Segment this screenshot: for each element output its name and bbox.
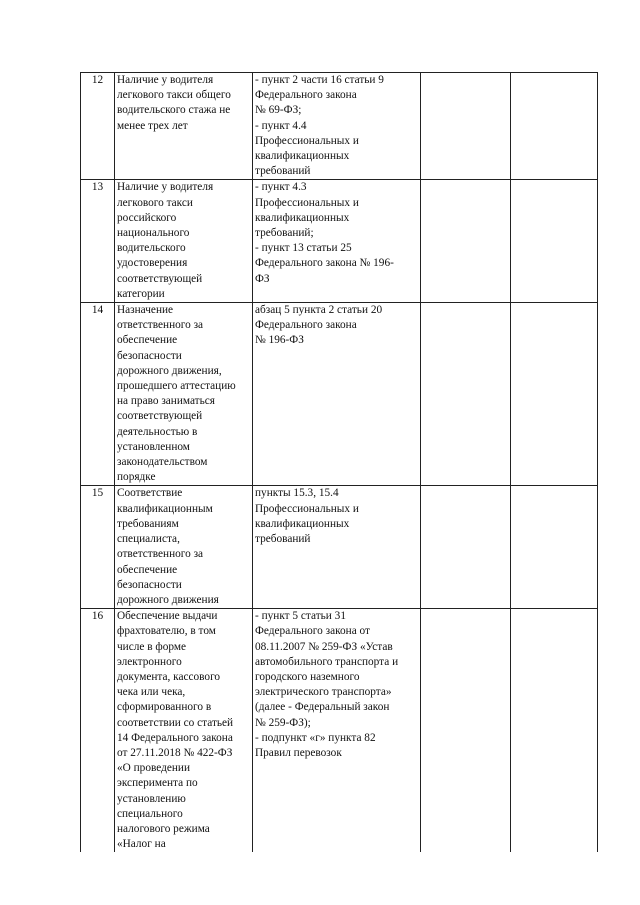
requirement-cell: Соответствие квалификационным требованиям специалиста, ответственного за обеспечение безопасности дорожного движения [115,486,253,609]
requirement-cell: Назначение ответственного за обеспечение безопасности дорожного движения, прошедшего аттестацию на право заниматься соответствующей деятельностью в установленном законодательством порядке [115,303,253,486]
empty-cell [511,486,598,609]
row-number: 14 [81,303,115,486]
table-row [81,73,598,180]
row-number: 12 [81,73,115,180]
row-number: 15 [81,486,115,609]
empty-cell [511,609,598,853]
legal-reference-cell: - пункт 2 части 16 статьи 9 Федерального закона № 69-ФЗ; - пункт 4.4 Профессиональных и квалификационных требований [253,73,421,180]
empty-cell [421,303,511,486]
legal-reference-cell: - пункт 5 статьи 31 Федерального закона от 08.11.2007 № 259-ФЗ «Устав автомобильного транспорта и городского наземного электрического транспорта» (далее - Федеральный закон № 259-ФЗ); - подпункт «г» пункта 82 Правил перевозок [253,609,421,853]
legal-reference-cell: - пункт 4.3 Профессиональных и квалификационных требований; - пункт 13 статьи 25 Федерального закона № 196- ФЗ [253,180,421,303]
empty-cell [421,73,511,180]
legal-reference-cell: пункты 15.3, 15.4 Профессиональных и квалификационных требований [253,486,421,609]
requirement-cell: Обеспечение выдачи фрахтователю, в том числе в форме электронного документа, кассового чека или чека, сформированного в соответствии со статьей 14 Федерального закона от 27.11.2018 № 422-ФЗ «О проведении эксперимента по установлению специального налогового режима «Налог на [115,609,253,853]
empty-cell [511,180,598,303]
empty-cell [421,609,511,853]
empty-cell [511,303,598,486]
table-row [81,609,598,853]
requirement-cell: Наличие у водителя легкового такси общего водительского стажа не менее трех лет [115,73,253,180]
table-row [81,486,598,609]
empty-cell [421,180,511,303]
requirement-cell: Наличие у водителя легкового такси российского национального водительского удостоверения соответствующей категории [115,180,253,303]
table-row [81,180,598,303]
legal-reference-cell: абзац 5 пункта 2 статьи 20 Федерального закона № 196-ФЗ [253,303,421,486]
row-number: 13 [81,180,115,303]
row-number: 16 [81,609,115,853]
empty-cell [511,73,598,180]
table-row [81,303,598,486]
requirements-table [80,72,598,852]
empty-cell [421,486,511,609]
